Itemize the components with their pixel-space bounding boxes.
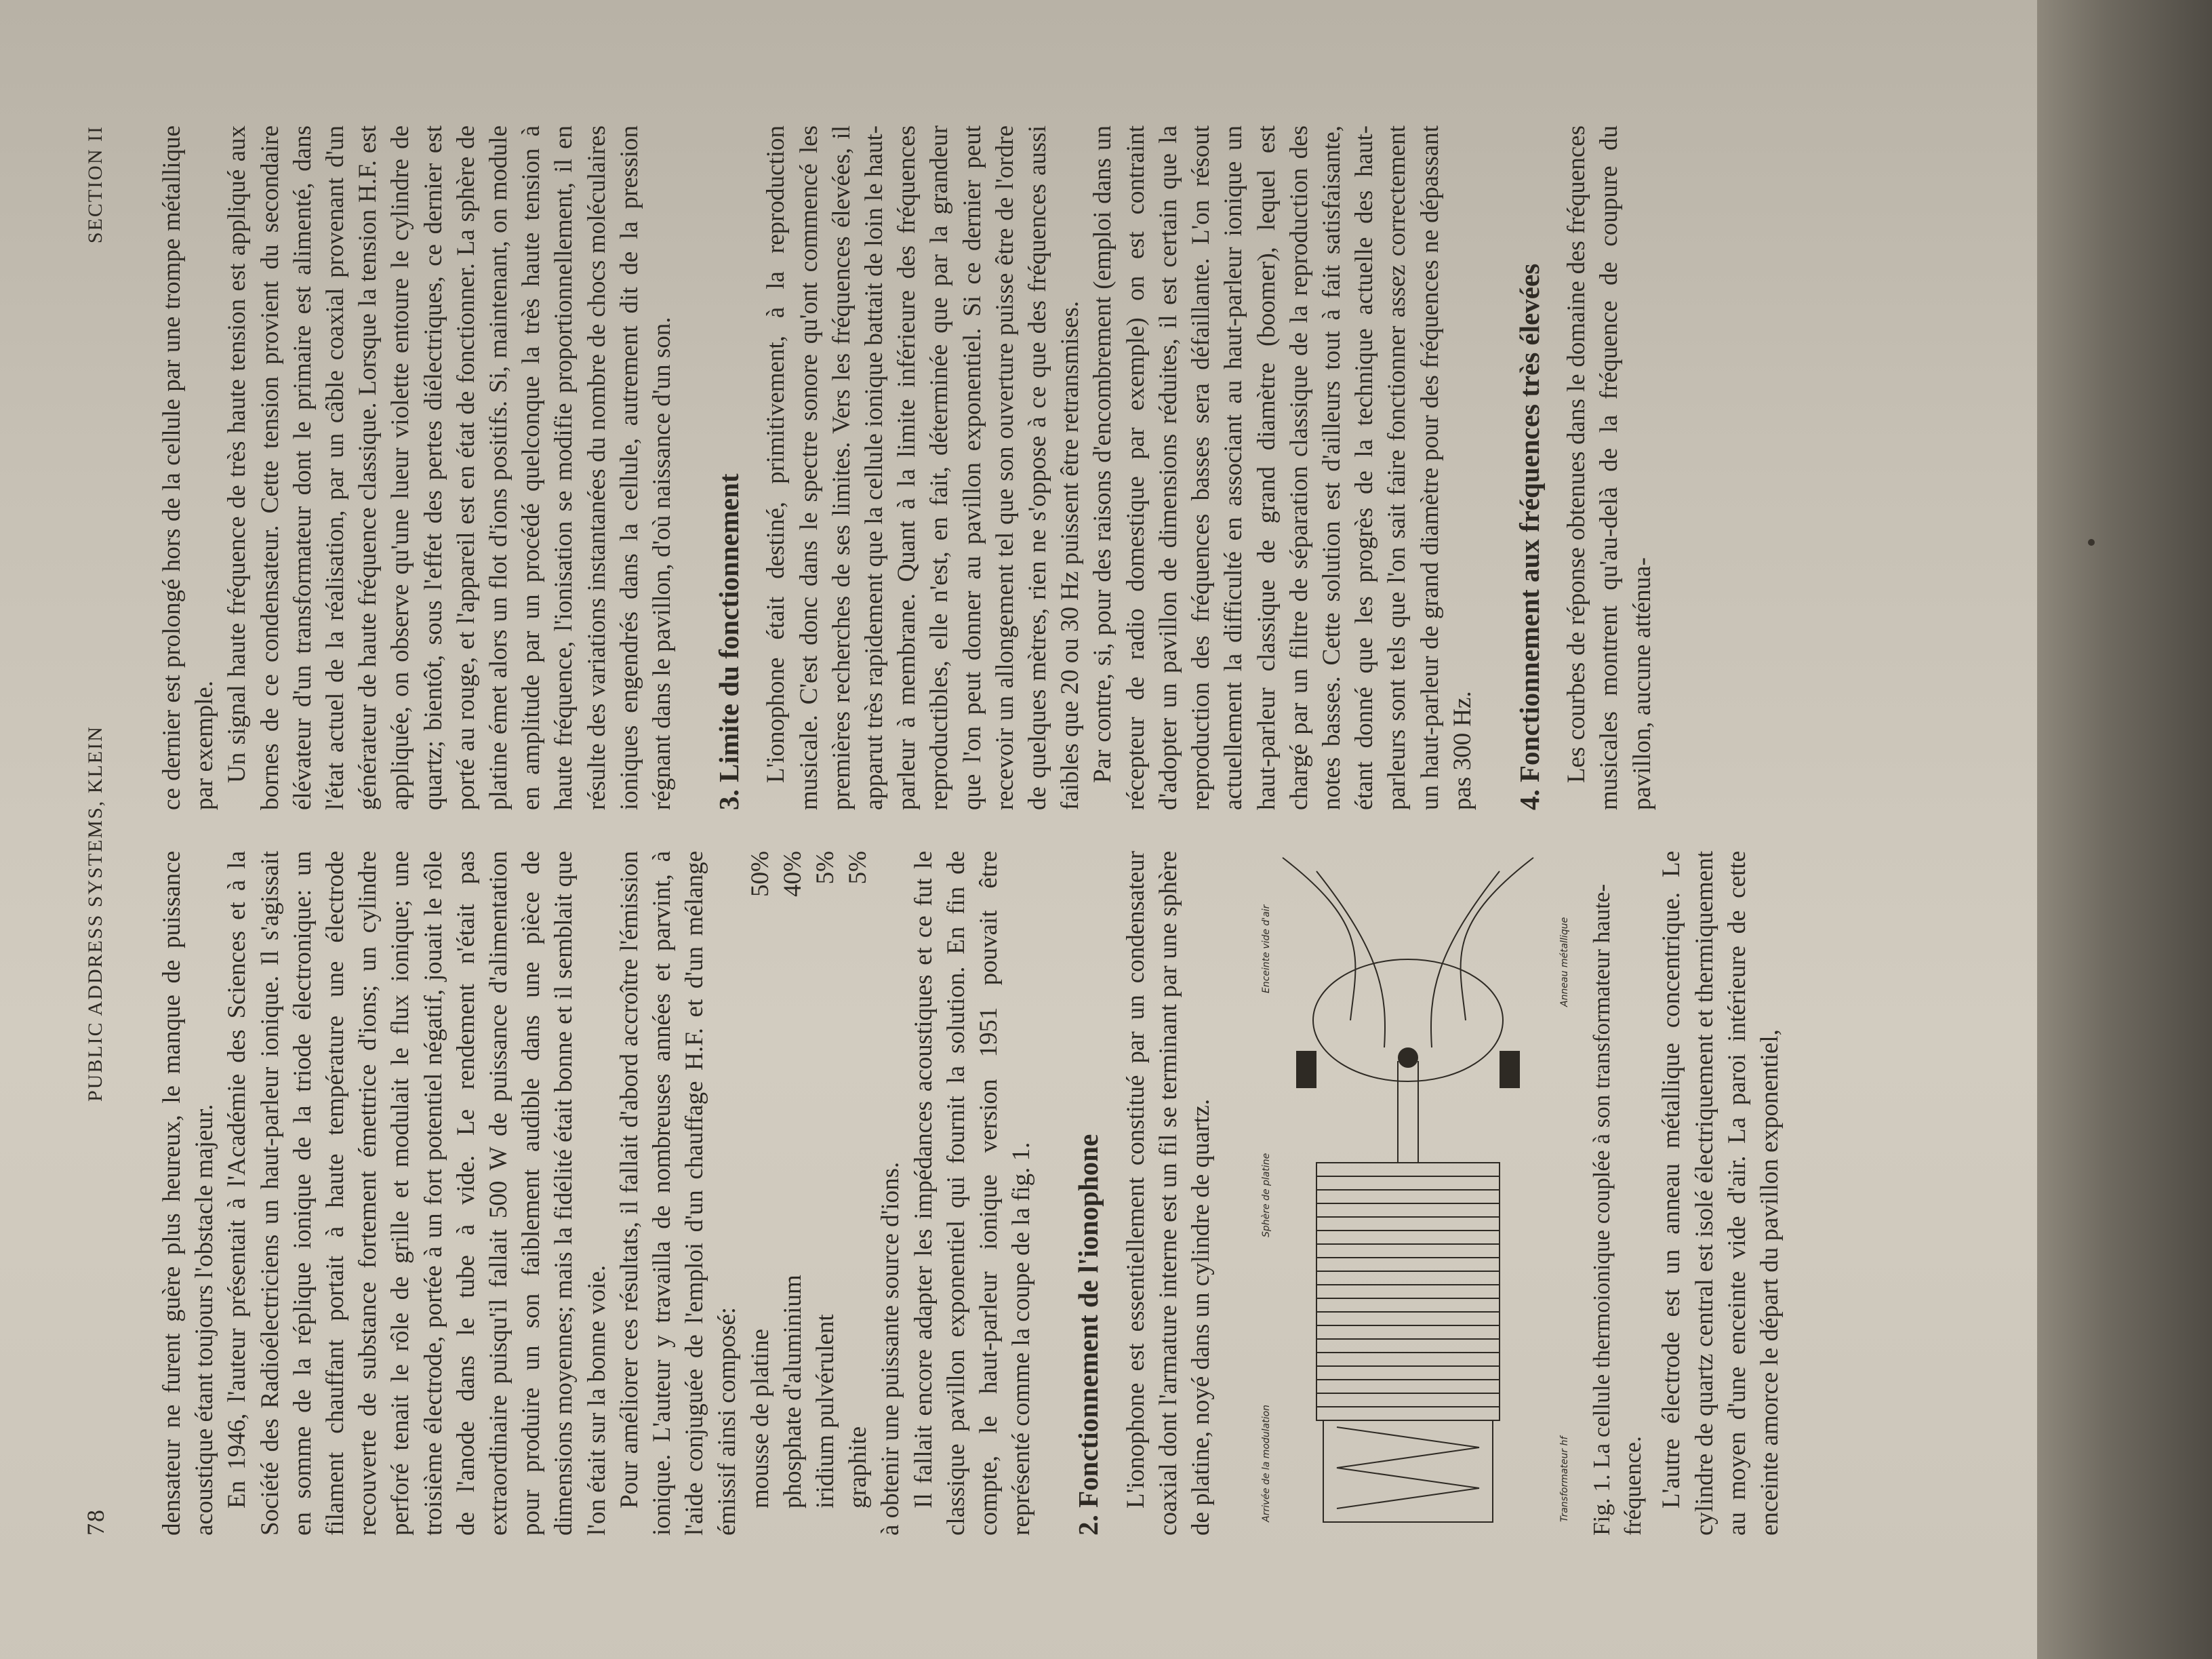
paragraph: Les courbes de réponse obtenues dans le domaine des fréquences musicales montrent qu'au-delà de la fréquence de coupure du pavillon, aucune atténua-	[1563, 125, 1656, 810]
list-item	[777, 851, 809, 1508]
component-name: graphite	[844, 1426, 872, 1508]
section-label: SECTION II	[84, 125, 106, 244]
paragraph: densateur ne furent guère plus heureux, le manque de puissance acoustique étant toujours l'obstacle majeur.	[158, 851, 219, 1536]
label-anneau: Anneau métallique	[1559, 917, 1571, 1007]
label-transformateur: Transformateur hf	[1559, 1436, 1571, 1522]
paragraph: Par contre, si, pour des raisons d'encombrement (emploi dans un récepteur de radio domestique par exemple) on est contraint d'adopter un pavillon de dimensions réduites, il est certain que la reproduction des fréquences basses sera défaillante. L'on résout actuellement la difficulté en associant au haut-parleur ionique un haut-parleur classique de grand diamètre (boomer), lequel est chargé par un filtre de séparation classique de la reproduction des notes basses. Cette solution est d'ailleurs tout à fait satisfaisante, étant donné que les progrès de la technique actuelle des haut-parleurs sont tels que l'on sait faire fonctionner assez correctement un haut-parleur de grand diamètre pour des fréquences ne dépassant pas 300 Hz.	[1089, 125, 1476, 810]
label-enceinte: Enceinte vide d'air	[1261, 904, 1272, 993]
right-column	[156, 125, 1659, 810]
paragraph: L'ionophone est essentiellement constitué par un condensateur coaxial dont l'armature interne est un fil se terminant par une sphère de platine, noyé dans un cylindre de quartz.	[1121, 851, 1215, 1536]
section-heading: 2. Fonctionnement de l'ionophone	[1072, 1134, 1104, 1536]
component-name: iridium pulvérulent	[811, 1314, 840, 1508]
label-sphere: Sphère de platine	[1261, 1153, 1272, 1237]
transformer-winding	[1337, 1427, 1479, 1508]
list-item	[744, 851, 777, 1508]
coil-block	[1316, 1163, 1500, 1420]
page-number: 78	[82, 1508, 109, 1536]
component-value: 5%	[811, 851, 840, 885]
composition-list	[744, 851, 875, 1536]
paragraph: En 1946, l'auteur présentait à l'Académie des Sciences et à la Société des Radioélectriciens un haut-parleur ionique. Il s'agissait en somme de la réplique ionique de la triode électronique: un filament chauffant portait à haute température une électrode recouverte de substance fortement émettrice d'ions; un cylindre perforé tenait le rôle de grille et modulait le flux ionique; une troisième électrode, portée à un fort potentiel négatif, jouait le rôle de l'anode dans le tube à vide. Le rendement n'était pas extraordinaire puisqu'il fallait 500 W de puissance d'alimentation pour produire un son faiblement audible dans une pièce de dimensions moyennes; mais la fidélité était bonne et il semblait que l'on était sur la bonne voie.	[223, 851, 611, 1536]
left-column	[156, 851, 1786, 1536]
list-item	[842, 851, 874, 1508]
platinum-sphere	[1399, 1048, 1417, 1067]
metal-ring-bottom	[1500, 1051, 1520, 1088]
component-value: 5%	[844, 851, 872, 885]
paragraph: ce dernier est prolongé hors de la cellule par une trompe métallique par exemple.	[158, 125, 219, 810]
component-name: mousse de platine	[746, 1328, 774, 1508]
paragraph: L'ionophone était destiné, primitivement, à la reproduction musicale. C'est donc dans le spectre sonore qu'ont commencé les premières recherches de ses limites. Vers les fréquences élevées, il apparut très rapidement que la cellule ionique battait de loin le haut-parleur à membrane. Quant à la limite inférieure des fréquences reproductibles, elle n'est, en fait, déterminée que par la grandeur que l'on peut donner au pavillon exponentiel. Si ce dernier peut recevoir un allongement tel que son ouverture puisse être de l'ordre de quelques mètres, rien ne s'oppose à ce que des fréquences aussi faibles que 20 ou 30 Hz puissent être retransmises.	[762, 125, 1085, 810]
component-value: 40%	[778, 851, 807, 897]
paragraph: Il fallait encore adapter les impédances acoustiques et ce fut le classique pavillon exponentiel qui fournit la solution. En fin de compte, le haut-parleur ionique version 1951 pouvait être représenté comme la coupe de la fig. 1.	[909, 851, 1036, 1536]
running-title: PUBLIC ADDRESS SYSTEMS, KLEIN	[84, 725, 106, 1102]
running-header	[81, 125, 122, 1536]
coil-lines	[1316, 1176, 1500, 1407]
paragraph: à obtenir une puissante source d'ions.	[877, 1161, 905, 1536]
component-value: 50%	[746, 851, 774, 897]
list-item	[809, 851, 842, 1508]
paragraph: L'autre électrode est un anneau métallique concentrique. Le cylindre de quartz central est isolé électriquement et thermiquement au moyen d'une enceinte vide d'air. La paroi intérieure de cette enceinte amorce le départ du pavillon exponentiel,	[1657, 851, 1784, 1536]
label-modulation: Arrivée de la modulation	[1261, 1404, 1272, 1522]
figure-1	[1242, 851, 1649, 1536]
quartz-rod	[1398, 1061, 1418, 1163]
metal-ring-top	[1296, 1051, 1316, 1088]
component-name: phosphate d'aluminium	[778, 1275, 807, 1508]
paragraph: Pour améliorer ces résultats, il fallait d'abord accroître l'émission ionique. L'auteur y travailla de nombreuses années et parvint, à l'aide conjuguée de l'emploi d'un chauffage H.F. et d'un mélange émissif ainsi composé:	[615, 851, 742, 1536]
paragraph: Un signal haute fréquence de très haute tension est appliqué aux bornes de ce condensateur. Cette tension provient du secondaire élévateur d'un transformateur dont le primaire est alimenté, dans l'état actuel de la réalisation, par un câble coaxial provenant d'un générateur de haute fréquence classique. Lorsque la tension H.F. est appliquée, on observe qu'une lueur violette entoure le cylindre de quartz; bientôt, sous l'effet des pertes diélectriques, ce dernier est porté au rouge, et l'appareil est en état de fonctionner. La sphère de platine émet alors un flot d'ions positifs. Si, maintenant, on module en amplitude par un procédé quelconque la très haute tension à haute fréquence, l'ionisation se modifie proportionnellement, il en résulte des variations instantanées du nombre de chocs moléculaires ioniques engendrés dans la cellule, autrement dit de la pression régnant dans le pavillon, d'où naissance d'un son.	[223, 125, 677, 810]
section-heading: 3. Limite du fonctionnement	[713, 473, 745, 810]
ionophone-diagram	[1242, 851, 1581, 1536]
figure-caption: Fig. 1. La cellule thermoionique couplée à son transformateur haute-fréquence.	[1588, 883, 1647, 1536]
ink-dot	[2088, 539, 2095, 546]
section-heading: 4. Fonctionnement aux fréquences très élevées	[1513, 263, 1545, 810]
rotated-page-content	[54, 17, 2156, 1644]
